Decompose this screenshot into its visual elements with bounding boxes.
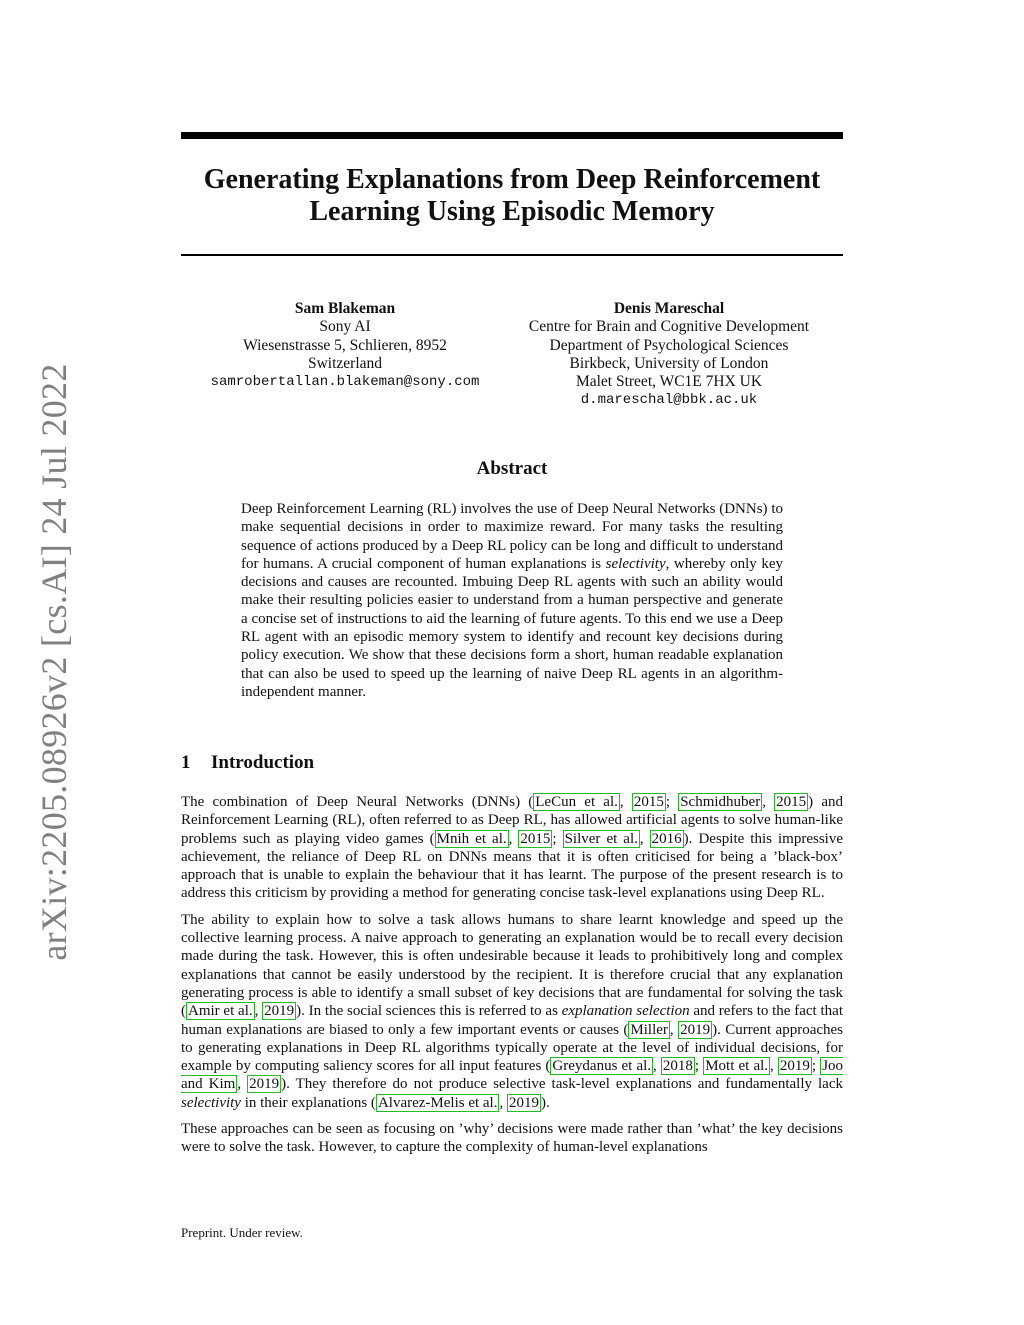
author-country: Switzerland xyxy=(307,354,383,372)
citation-link[interactable]: 2015 xyxy=(520,830,551,847)
emphasis: selectivity xyxy=(605,555,666,572)
section-number: 1 xyxy=(181,752,191,773)
citation-link[interactable]: 2019 xyxy=(264,1003,295,1020)
citation-link[interactable]: Silver et al. xyxy=(564,830,638,847)
author-department: Department of Psychological Sciences xyxy=(549,336,789,354)
title-top-rule xyxy=(181,132,843,139)
emphasis: explanation selection xyxy=(561,1003,690,1020)
title-bottom-rule xyxy=(181,254,843,256)
citation-link[interactable]: 2019 xyxy=(680,1021,711,1038)
author-block-1 xyxy=(205,300,485,391)
citation-link[interactable]: Schmidhuber xyxy=(680,794,761,810)
footer-note: Preprint. Under review. xyxy=(181,1225,303,1240)
citation-link[interactable]: Joo and Kim xyxy=(181,1058,844,1093)
author-name: Denis Mareschal xyxy=(613,300,725,317)
section-title: Introduction xyxy=(211,752,315,773)
citation-link[interactable]: 2018 xyxy=(662,1058,693,1075)
author-name: Sam Blakeman xyxy=(294,300,396,317)
arxiv-identifier: arXiv:2205.08926v2 [cs.AI] 24 Jul 2022 xyxy=(34,363,74,961)
citation-link[interactable]: 2019 xyxy=(249,1076,280,1093)
citation-link[interactable]: Mnih et al. xyxy=(436,830,507,847)
citation-link[interactable]: 2015 xyxy=(633,794,664,810)
citation-link[interactable]: Alvarez-Melis et al. xyxy=(377,1094,498,1111)
emphasis: selectivity xyxy=(181,1094,241,1111)
citation-link[interactable]: Amir et al. xyxy=(188,1003,253,1020)
citation-link[interactable]: 2015 xyxy=(776,794,807,810)
paper-title: Generating Explanations from Deep Reinforcement Learning Using Episodic Memory xyxy=(203,164,821,227)
section-heading xyxy=(181,752,314,774)
author-email[interactable]: d.mareschal@bbk.ac.uk xyxy=(580,392,758,409)
paragraph-2: The ability to explain how to solve a task allows humans to share learnt knowledge and speed up the collective learning process. A naive approach to generating an explanation would be to recall every decision made during the task. However, this is often undesirable because it leads to prohibitively long and complex explanations that cannot be easily understood by the recipient. It is therefore crucial that any explanation generating process is able to identify a small subset of key decisions that are fundamental for solving the task ( Amir et al. , 2019 ). In the social sciences this is referred to as explanation selection and refers to the fact that human explanations are biased to only a few important events or causes ( Miller , 2019 ). Current approaches to generating explanations in Deep RL algorithms typically operate at the level of individual decisions, for example by computing saliency scores for all input features ( Greydanus et al. , 2018 ; Mott et al. , 2019 ; Joo and Kim , 2019 ). They therefore do not produce selective task-level explanations and fundamentally lack selectivity in their explanations ( Alvarez-Melis et al. , 2019 ). xyxy=(181,911,844,1111)
abstract-text: Deep Reinforcement Learning (RL) involves the use of Deep Neural Networks (DNNs) to make sequential decisions in order to maximize reward. For many tasks the resulting sequence of actions produced by a Deep RL policy can be long and difficult to understand for humans. A crucial component of human explanations is selectivity, whereby only key decisions and causes are recounted. Imbuing Deep RL agents with such an ability would make their resulting policies easier to understand from a human perspective and generate a concise set of instructions to aid the learning of future agents. To this end we use a Deep RL agent with an episodic memory system to identify and recount key decisions during policy execution. We show that these decisions form a short, human readable explanation that can also be used to speed up the learning of naive Deep RL agents in an algorithm-independent manner. xyxy=(241,501,784,700)
author-block-2 xyxy=(509,300,829,410)
author-university: Birkbeck, University of London xyxy=(569,354,769,372)
citation-link[interactable]: Greydanus et al. xyxy=(552,1058,652,1075)
author-affiliation: Sony AI xyxy=(319,318,371,336)
intro-body xyxy=(181,793,843,1165)
author-address: Wiesenstrasse 5, Schlieren, 8952 xyxy=(243,336,447,354)
citation-link[interactable]: 2016 xyxy=(651,830,682,847)
author-affiliation: Centre for Brain and Cognitive Development xyxy=(528,318,810,336)
citation-link[interactable]: LeCun et al. xyxy=(535,794,618,810)
citation-link[interactable]: 2019 xyxy=(779,1058,810,1075)
abstract-heading: Abstract xyxy=(476,458,548,479)
citation-link[interactable]: 2019 xyxy=(508,1094,539,1111)
author-email[interactable]: samrobertallan.blakeman@sony.com xyxy=(210,374,480,391)
paragraph-3: These approaches can be seen as focusing on ’why’ decisions were made rather than ’what’ the key decisions were to solve the task. However, to capture the complexity of human-level explanations xyxy=(181,1121,843,1156)
author-address: Malet Street, WC1E 7HX UK xyxy=(575,373,763,391)
citation-link[interactable]: Mott et al. xyxy=(705,1058,769,1075)
citation-link[interactable]: Miller xyxy=(630,1021,668,1038)
paragraph-1: The combination of Deep Neural Networks (DNNs) ( LeCun et al. , 2015 ; Schmidhuber , 2015 ) and Reinforcement Learning (RL), often referred to as Deep RL, has allowed artificial agents to solve human-like problems such as playing video games ( Mnih et al. , 2015 ; Silver et al. , 2016 ). Despite this impressive achievement, the reliance of Deep RL on DNNs means that it is often criticised for being a ’black-box’ approach that is unable to explain the behaviour that it has learnt. The purpose of the present research is to address this criticism by providing a method for generating concise task-level explanations using Deep RL. xyxy=(181,794,844,902)
